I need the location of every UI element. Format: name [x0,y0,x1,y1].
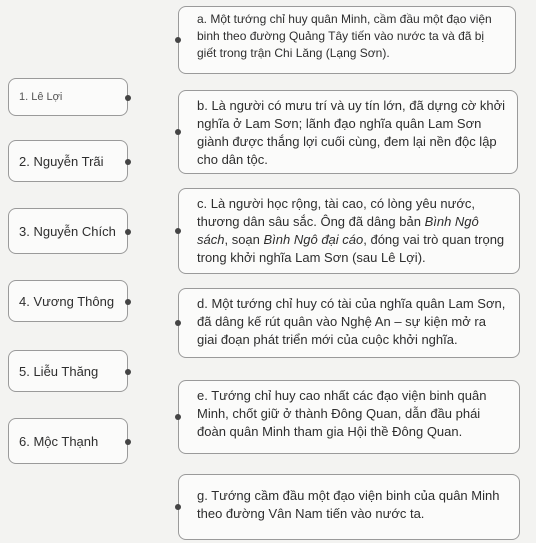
description-text-part: , soạn [224,232,264,247]
person-box-6[interactable] [8,418,128,464]
connector-dot[interactable] [175,320,181,326]
connector-dot[interactable] [125,95,131,101]
connector-dot[interactable] [175,37,181,43]
description-box-e[interactable] [178,380,520,454]
connector-dot[interactable] [125,159,131,165]
description-box-d[interactable] [178,288,520,358]
connector-dot[interactable] [125,439,131,445]
connector-dot[interactable] [175,504,181,510]
person-label: 6. Mộc Thạnh [19,433,99,449]
description-box-a[interactable] [178,6,516,74]
connector-dot[interactable] [175,129,181,135]
person-box-5[interactable] [8,350,128,392]
connector-dot[interactable] [125,229,131,235]
description-box-g[interactable] [178,474,520,540]
connector-dot[interactable] [175,228,181,234]
connector-dot[interactable] [175,414,181,420]
description-box-b[interactable] [178,90,518,174]
person-label: 3. Nguyễn Chích [19,223,116,239]
connector-dot[interactable] [125,299,131,305]
person-label: 4. Vương Thông [19,293,115,309]
description-text: a. Một tướng chỉ huy quân Minh, cầm đầu một đạo viện binh theo đường Quảng Tây tiến vào nước ta và đã bị giết trong trận Chi Lăng (Lạng Sơn). [197,12,492,60]
person-label: 1. Lê Lợi [19,91,63,103]
person-box-4[interactable] [8,280,128,322]
person-label: 5. Liễu Thăng [19,363,99,379]
description-box-c[interactable] [178,188,520,274]
person-box-3[interactable] [8,208,128,254]
person-label: 2. Nguyễn Trãi [19,153,104,169]
book-title: Bình Ngô đại cáo [263,232,364,247]
description-text: d. Một tướng chỉ huy có tài của nghĩa quân Lam Sơn, đã dâng kế rút quân vào Nghệ An – sự kiện mở ra giai đoạn phát triển mới của cuộc khởi nghĩa. [197,296,506,347]
connector-dot[interactable] [125,369,131,375]
description-text: e. Tướng chỉ huy cao nhất các đạo viện binh quân Minh, chốt giữ ở thành Đông Quan, dẫn đầu phái đoàn quân Minh tham gia Hội thề Đông Quan. [197,388,487,439]
book-title: Bình Ngô sách [197,214,479,247]
person-box-1[interactable] [8,78,128,116]
person-box-2[interactable] [8,140,128,182]
description-text-part: c. Là người học rộng, tài cao, có lòng yêu nước, thương dân sâu sắc. Ông đã dâng bản [197,196,475,229]
description-text: g. Tướng cầm đầu một đạo viện binh của quân Minh theo đường Vân Nam tiến vào nước ta. [197,488,500,521]
description-text-part: , đóng vai trò quan trọng trong khởi nghĩa Lam Sơn (sau Lê Lợi). [197,232,505,265]
description-text: b. Là người có mưu trí và uy tín lớn, đã dựng cờ khởi nghĩa ở Lam Sơn; lãnh đạo nghĩa quân Lam Sơn giành được thắng lợi cuối cùng, đem lại nền độc lập cho dân tộc. [197,98,506,167]
